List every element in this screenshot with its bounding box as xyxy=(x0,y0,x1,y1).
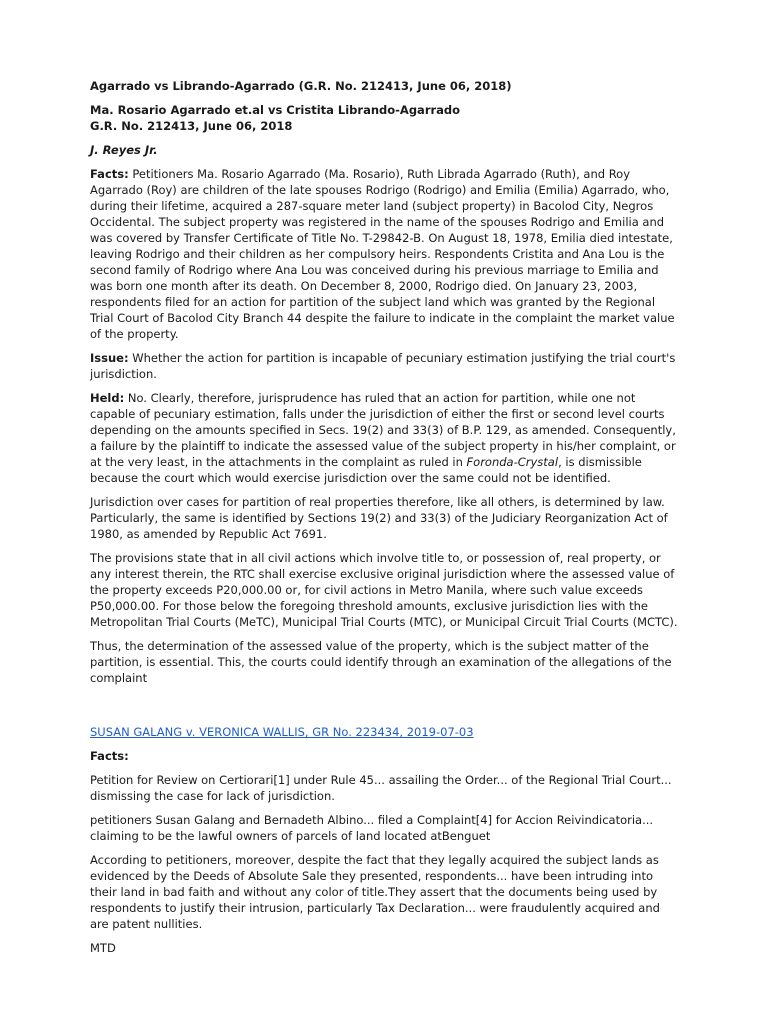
case1-held xyxy=(90,390,680,486)
case2-facts-label: Facts: xyxy=(90,749,129,763)
case1-title-line1: Ma. Rosario Agarrado et.al vs Cristita Librando-Agarrado xyxy=(90,103,461,117)
case2-link[interactable]: SUSAN GALANG v. VERONICA WALLIS, GR No. 223434, 2019-07-03 xyxy=(90,725,474,739)
case1-title xyxy=(90,102,680,134)
section-spacer xyxy=(90,694,680,724)
case1-heading: Agarrado vs Librando-Agarrado (G.R. No. 212413, June 06, 2018) xyxy=(90,79,512,93)
case1-issue-label: Issue: xyxy=(90,351,129,365)
case2-para1: Petition for Review on Certiorari[1] under Rule 45... assailing the Order... of the Regional Trial Court... dismissing the case for lack of jurisdiction. xyxy=(90,773,672,803)
case1-facts xyxy=(90,166,680,342)
case1-para-thus: Thus, the determination of the assessed value of the property, which is the subject matter of the partition, is essential. This, the courts could identify through an examination of the allegations of the complaint xyxy=(90,639,672,685)
case2-para4: MTD xyxy=(90,941,116,955)
case1-facts-label: Facts: xyxy=(90,167,129,181)
case1-ponente: J. Reyes Jr. xyxy=(90,143,158,157)
case1-title-line2: G.R. No. 212413, June 06, 2018 xyxy=(90,119,293,133)
case1-held-italic: Foronda-Crystal xyxy=(466,455,559,469)
case1-held-text-b: , is dismissible because the court which would exercise jurisdiction over the same could not be identified. xyxy=(90,455,642,485)
case2-link-paragraph xyxy=(90,724,680,740)
case1-para-jurisdiction: Jurisdiction over cases for partition of real properties therefore, like all others, is determined by law. Particularly, the same is identified by Sections 19(2) and 33(3) of the Judiciary Reorganization Act of 1980, as amended by Republic Act 7691. xyxy=(90,495,668,541)
case1-held-text-a: No. Clearly, therefore, jurisprudence has ruled that an action for partition, while one not capable of pecuniary estimation, falls under the jurisdiction of either the first or second level courts depending on the amounts specified in Secs. 19(2) and 33(3) of B.P. 129, as amended. Consequently, a failure by the plaintiff to indicate the assessed value of the subject property in his/her complaint, or at the very least, in the attachments in the complaint as ruled in xyxy=(90,391,676,469)
case2-para3: According to petitioners, moreover, despite the fact that they legally acquired the subject lands as evidenced by the Deeds of Absolute Sale they presented, respondents... have been intruding into their land in bad faith and without any color of title.They assert that the documents being used by respondents to justify their intrusion, particularly Tax Declaration... were fraudulently acquired and are patent nullities. xyxy=(90,853,660,931)
case1-issue-text: Whether the action for partition is incapable of pecuniary estimation justifying the trial court's jurisdiction. xyxy=(90,351,676,381)
case1-facts-text: Petitioners Ma. Rosario Agarrado (Ma. Rosario), Ruth Librada Agarrado (Ruth), and Roy Agarrado (Roy) are children of the late spouses Rodrigo (Rodrigo) and Emilia (Emilia) Agarrado, who, during their lifetime, acquired a 287-square meter land (subject property) in Bacolod City, Negros Occidental. The subject property was registered in the name of the spouses Rodrigo and Emilia and was covered by Transfer Certificate of Title No. T-29842-B. On August 18, 1978, Emilia died intestate, leaving Rodrigo and their children as her compulsory heirs. Respondents Cristita and Ana Lou is the second family of Rodrigo where Ana Lou was conceived during his previous marriage to Emilia and was born one month after its death. On December 8, 2000, Rodrigo died. On January 23, 2003, respondents filed for an action for partition of the subject land which was granted by the Regional Trial Court of Bacolod City Branch 44 despite the failure to indicate in the complaint the market value of the property. xyxy=(90,167,675,341)
case1-issue xyxy=(90,350,680,382)
case2-para2: petitioners Susan Galang and Bernadeth Albino... filed a Complaint[4] for Accion Reivindicatoria... claiming to be the lawful owners of parcels of land located atBenguet xyxy=(90,813,654,843)
case1-held-label: Held: xyxy=(90,391,125,405)
case1-para-provisions: The provisions state that in all civil actions which involve title to, or possession of, real property, or any interest therein, the RTC shall exercise exclusive original jurisdiction where the assessed value of the property exceeds P20,000.00 or, for civil actions in Metro Manila, where such value exceeds P50,000.00. For those below the foregoing threshold amounts, exclusive jurisdiction lies with the Metropolitan Trial Courts (MeTC), Municipal Trial Courts (MTC), or Municipal Circuit Trial Courts (MCTC). xyxy=(90,551,678,629)
